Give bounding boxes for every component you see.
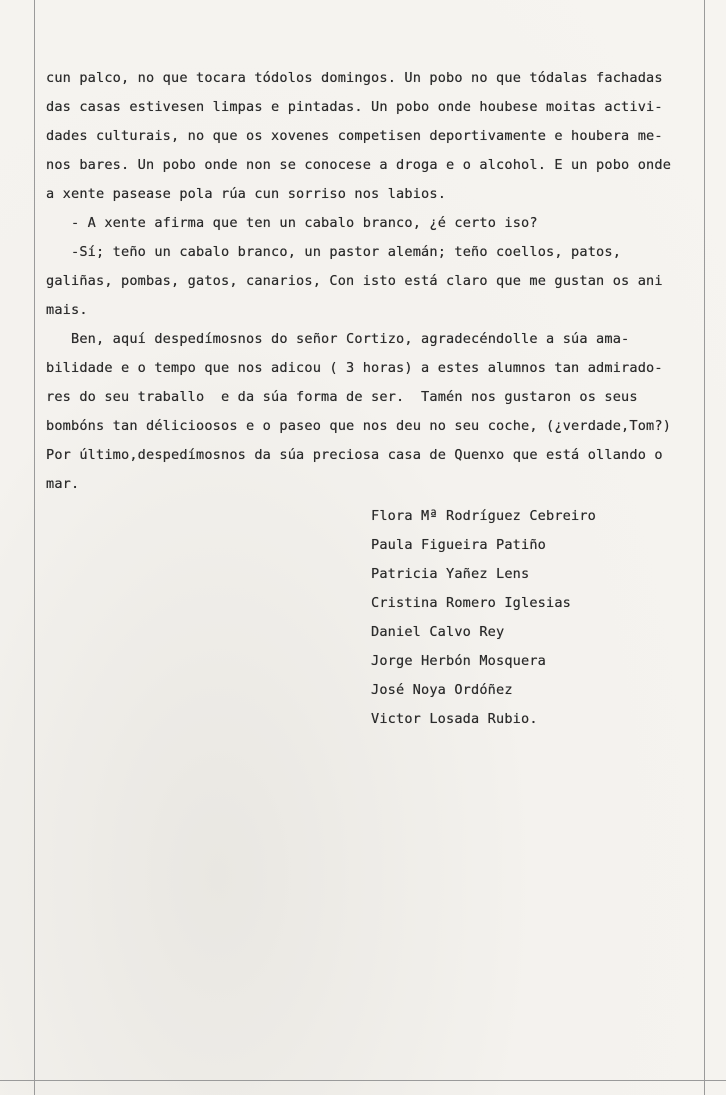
signature-name: Daniel Calvo Rey: [371, 624, 505, 640]
body-line: -Sí; teño un cabalo branco, un pastor alemán; teño coellos, patos,: [46, 244, 622, 260]
body-line: galiñas, pombas, gatos, canarios, Con isto está claro que me gustan os ani: [46, 273, 663, 289]
body-line: res do seu traballo e da súa forma de ser. Tamén nos gustaron os seus: [46, 389, 638, 405]
body-line: das casas estivesen limpas e pintadas. Un pobo onde houbese moitas activi-: [46, 99, 663, 115]
body-line: bombóns tan délicioosos e o paseo que nos deu no seu coche, (¿verdade,Tom?): [46, 418, 672, 434]
signature-name: José Noya Ordóñez: [371, 682, 513, 698]
body-line: Ben, aquí despedímosnos do señor Cortizo, agradecéndolle a súa ama-: [46, 331, 630, 347]
body-line: dades culturais, no que os xovenes competisen deportivamente e houbera me-: [46, 128, 663, 144]
signature-name: Flora Mª Rodríguez Cebreiro: [371, 508, 597, 524]
signature-name: Patricia Yañez Lens: [371, 566, 530, 582]
page-bottom-line: [0, 1080, 726, 1081]
body-line: mais.: [46, 302, 88, 318]
body-line: - A xente afirma que ten un cabalo branco, ¿é certo iso?: [46, 215, 538, 231]
signature-name: Paula Figueira Patiño: [371, 537, 547, 553]
body-line: nos bares. Un pobo onde non se conocese a droga e o alcohol. E un pobo onde: [46, 157, 672, 173]
signature-name: Victor Losada Rubio.: [371, 711, 538, 727]
page-margin-line-left: [34, 0, 35, 1095]
body-line: mar.: [46, 476, 80, 492]
signature-name: Cristina Romero Iglesias: [371, 595, 572, 611]
body-line: a xente pasease pola rúa cun sorriso nos labios.: [46, 186, 447, 202]
body-line: Por último,despedímosnos da súa preciosa casa de Quenxo que está ollando o: [46, 447, 663, 463]
signature-name: Jorge Herbón Mosquera: [371, 653, 547, 669]
body-line: cun palco, no que tocara tódolos domingos. Un pobo no que tódalas fachadas: [46, 70, 663, 86]
body-line: bilidade e o tempo que nos adicou ( 3 horas) a estes alumnos tan admirado-: [46, 360, 663, 376]
page-margin-line-right: [704, 0, 705, 1095]
